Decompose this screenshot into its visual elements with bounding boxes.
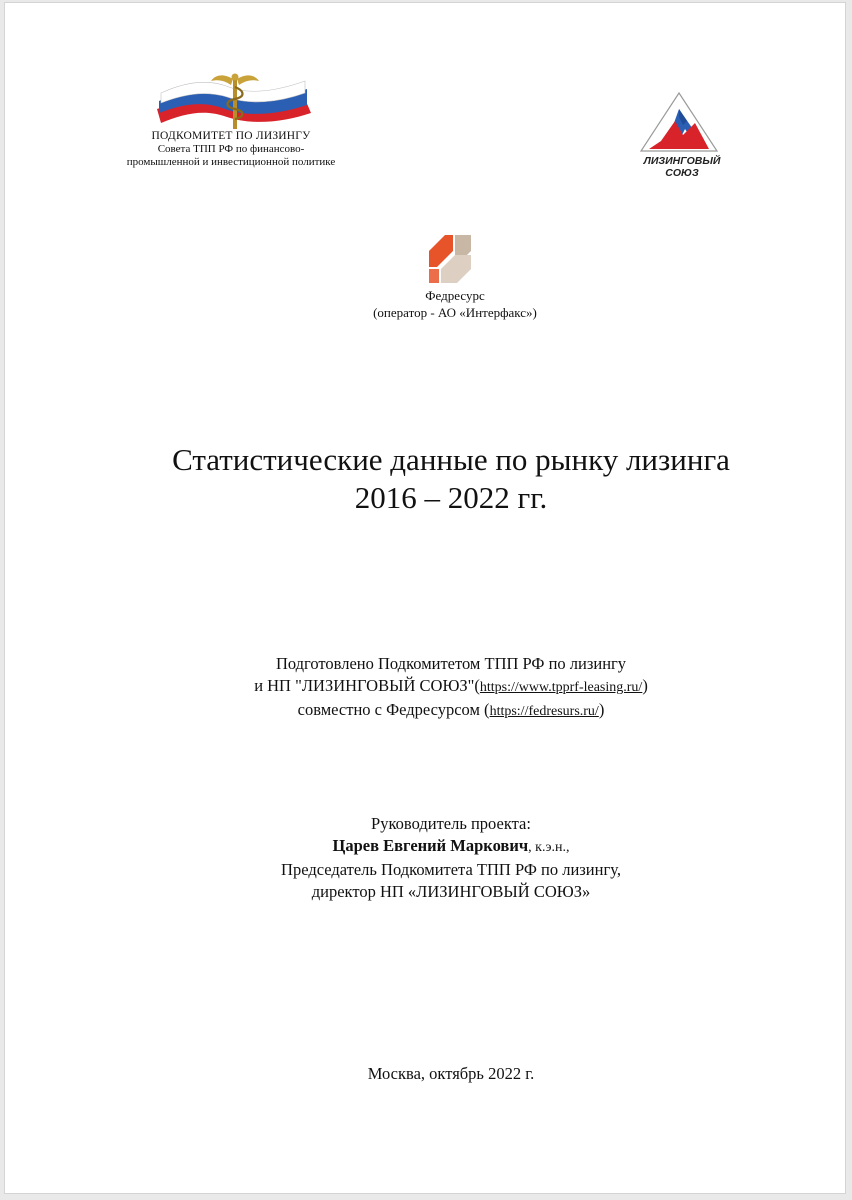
leasing-union-caption	[627, 155, 737, 179]
leasing-union-line-2: СОЮЗ	[665, 167, 699, 179]
title-line-1: Статистические данные по рынку лизинга	[172, 442, 730, 477]
prepared-line-3-text: совместно с Федресурсом (	[297, 700, 490, 719]
prepared-line-2	[45, 675, 852, 699]
subcommittee-line-1: ПОДКОМИТЕТ ПО ЛИЗИНГУ	[151, 130, 311, 142]
fedresurs-name: Федресурс	[425, 288, 485, 303]
project-head-degree: , к.э.н.,	[528, 840, 570, 855]
fedresurs-logo	[419, 229, 479, 285]
leasing-union-logo	[639, 91, 719, 153]
prepared-line-2-text: и НП "ЛИЗИНГОВЫЙ СОЮЗ"(	[254, 676, 480, 695]
project-head-name-line	[45, 835, 852, 859]
place-date: Москва, октябрь 2022 г.	[367, 1064, 535, 1083]
prepared-line-3-end: )	[598, 700, 605, 719]
subcommittee-caption	[101, 130, 361, 169]
prepared-line-3	[45, 699, 852, 723]
fedresurs-link[interactable]: https://fedresurs.ru/	[489, 704, 599, 719]
subcommittee-line-3: промышленной и инвестиционной политике	[126, 156, 336, 168]
title-line-2: 2016 – 2022 гг.	[354, 480, 548, 515]
project-head-position-1: Председатель Подкомитета ТПП РФ по лизингу,	[281, 860, 621, 879]
project-head-label: Руководитель проекта:	[371, 814, 531, 833]
fedresurs-operator: (оператор - АО «Интерфакс»)	[373, 305, 537, 320]
subcommittee-flag-emblem-logo	[155, 69, 315, 131]
project-head-position-2: директор НП «ЛИЗИНГОВЫЙ СОЮЗ»	[311, 882, 591, 901]
prepared-line-2-end: )	[642, 676, 648, 695]
tpprf-leasing-link[interactable]: https://www.tpprf-leasing.ru/	[479, 680, 643, 695]
project-head-block	[45, 813, 852, 903]
prepared-line-1: Подготовлено Подкомитетом ТПП РФ по лизингу	[275, 654, 627, 673]
document-page	[4, 2, 846, 1194]
leasing-union-line-1: ЛИЗИНГОВЫЙ	[643, 155, 721, 167]
prepared-by-block	[45, 653, 852, 723]
document-title	[45, 441, 852, 517]
project-head-name: Царев Евгений Маркович	[332, 836, 529, 855]
fedresurs-caption	[305, 287, 605, 321]
subcommittee-line-2: Совета ТПП РФ по финансово-	[157, 143, 305, 155]
